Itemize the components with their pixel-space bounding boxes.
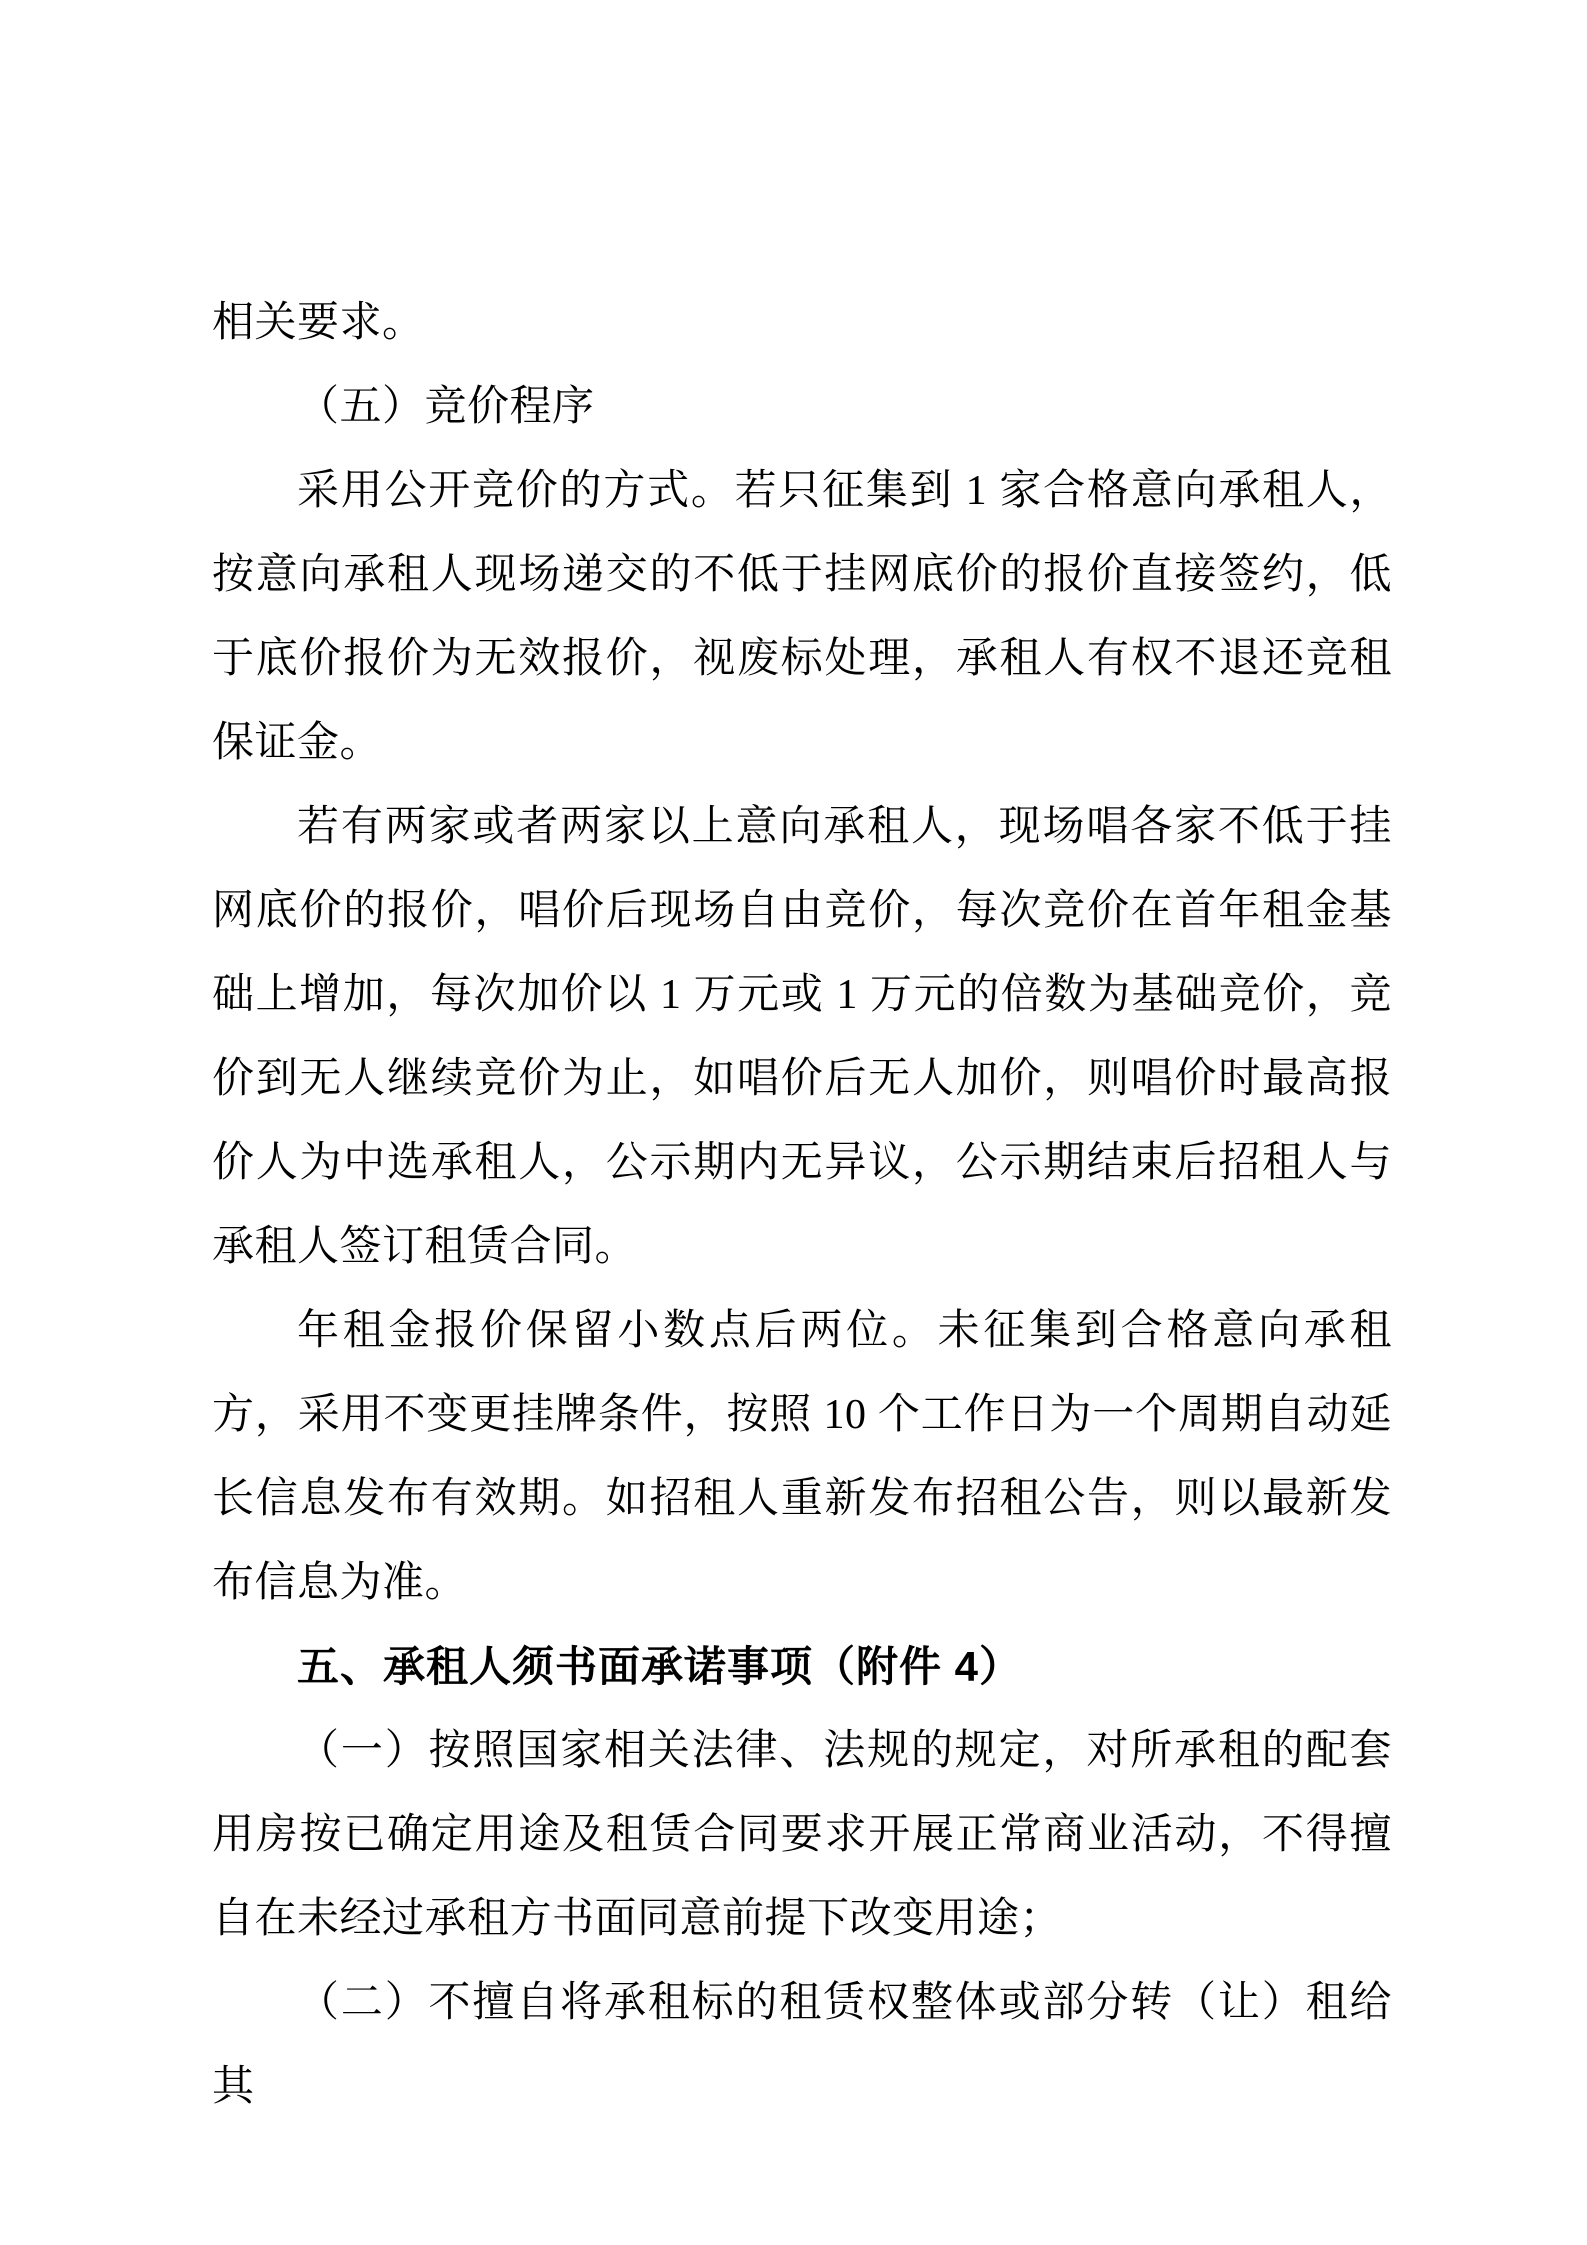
paragraph: （二）不擅自将承租标的租赁权整体或部分转（让）租给其	[212, 1980, 1392, 2110]
section-heading-lessee-written-commitments: 五、承租人须书面承诺事项（附件 4）	[297, 1643, 1023, 1690]
paragraph: （一）按照国家相关法律、法规的规定，对所承租的配套用房按已确定用途及租赁合同要求开展正常商业活动，不得擅自在未经过承租方书面同意前提下改变用途；	[212, 1728, 1392, 1942]
paragraph: 年租金报价保留小数点后两位。未征集到合格意向承租方，采用不变更挂牌条件，按照 10 个工作日为一个周期自动延长信息发布有效期。如招租人重新发布招租公告，则以最新发布信息为准。	[212, 1308, 1392, 1606]
paragraph: 采用公开竞价的方式。若只征集到 1 家合格意向承租人，按意向承租人现场递交的不低于挂网底价的报价直接签约，低于底价报价为无效报价，视废标处理，承租人有权不退还竞租保证金。	[212, 468, 1392, 766]
paragraph: 若有两家或者两家以上意向承租人，现场唱各家不低于挂网底价的报价，唱价后现场自由竞价，每次竞价在首年租金基础上增加，每次加价以 1 万元或 1 万元的倍数为基础竞价，竞价到无人继续竞价为止，如唱价后无人加价，则唱价时最高报价人为中选承租人，公示期内无异议，公示期结束后招租人与承租人签订租赁合同。	[212, 804, 1392, 1270]
document-text-block	[212, 281, 1392, 2129]
subsection-heading-bidding-procedure: （五）竞价程序	[297, 384, 595, 430]
paragraph-continuation: 相关要求。	[212, 300, 425, 346]
